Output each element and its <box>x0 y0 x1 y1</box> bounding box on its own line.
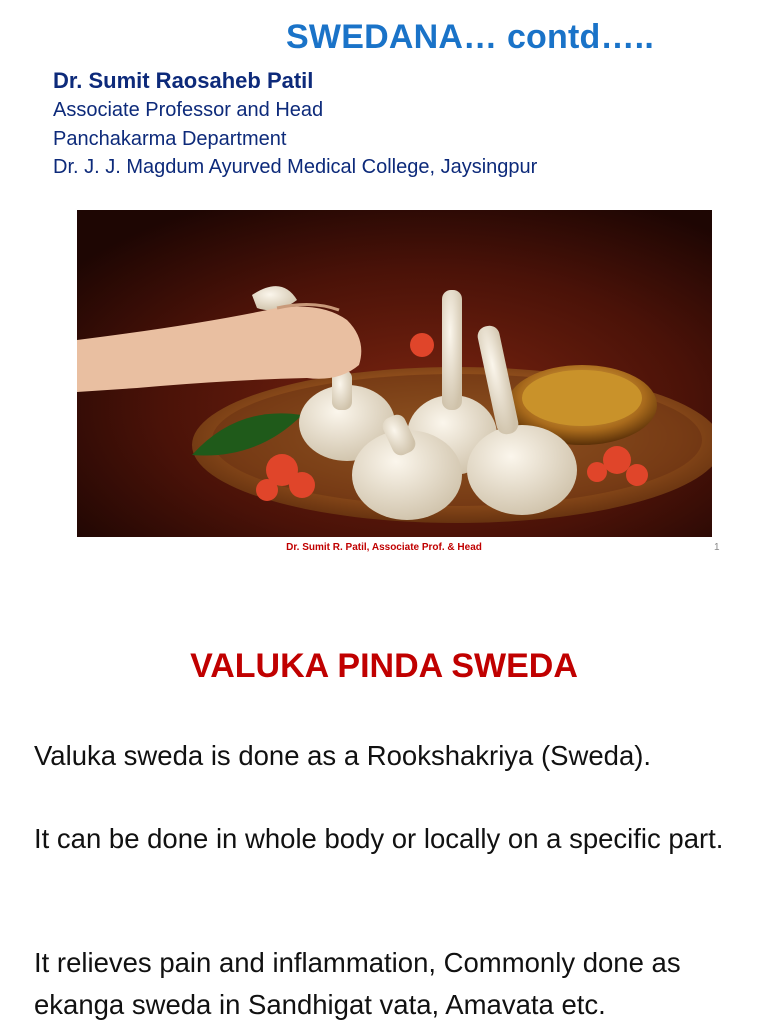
paragraph: Valuka sweda is done as a Rookshakriya (Sweda). <box>34 740 652 771</box>
pinda-sweda-photo <box>77 210 712 537</box>
author-department: Panchakarma Department <box>53 128 287 150</box>
slide-number: 1 <box>714 542 720 553</box>
author-name: Dr. Sumit Raosaheb Patil <box>53 68 314 93</box>
slide-title: SWEDANA… contd….. <box>286 18 654 56</box>
author-designation: Associate Professor and Head <box>53 99 324 121</box>
paragraph: It relieves pain and inflammation, Commonly done as ekanga sweda in Sandhigat vata, Amavata etc. <box>34 947 681 1020</box>
slide-title: VALUKA PINDA SWEDA <box>190 647 578 685</box>
author-institution: Dr. J. J. Magdum Ayurved Medical College, Jaysingpur <box>53 156 538 178</box>
paragraph: It can be done in whole body or locally on a specific part. <box>34 823 724 854</box>
slide-2 <box>0 575 768 1024</box>
slide-footer: Dr. Sumit R. Patil, Associate Prof. & Head <box>286 542 482 553</box>
